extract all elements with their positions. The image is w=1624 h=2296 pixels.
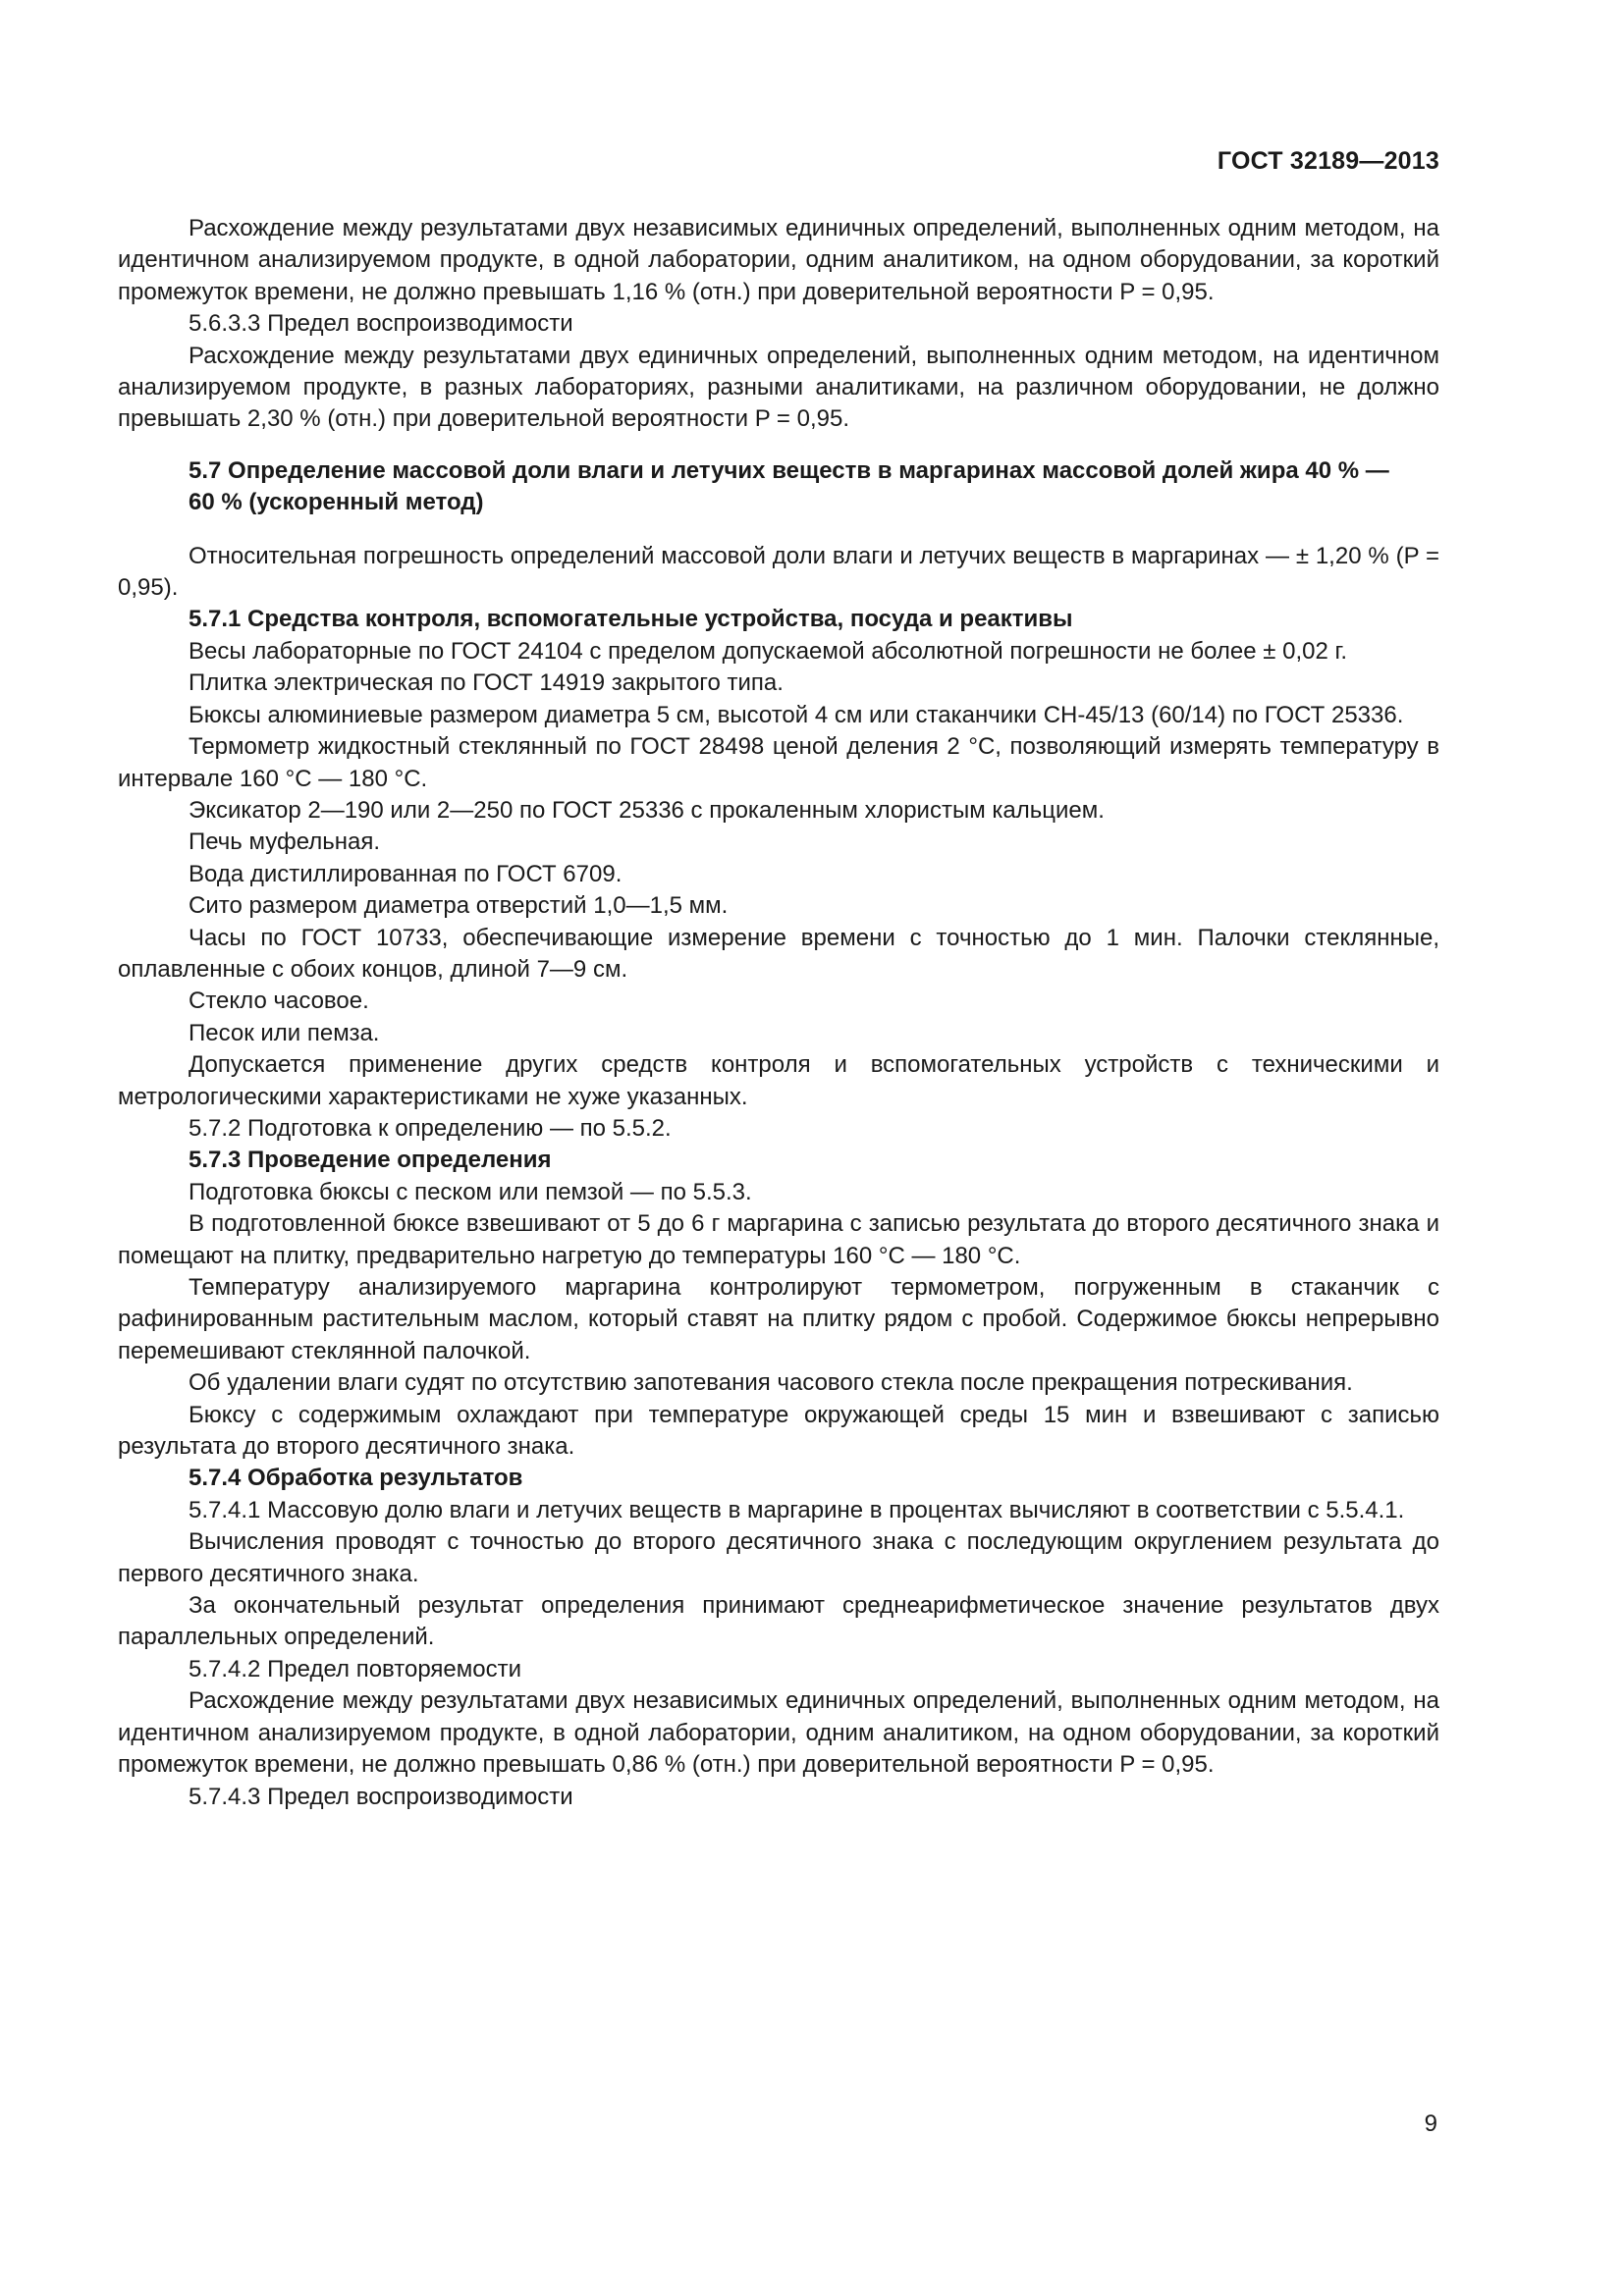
- paragraph: Стекло часовое.: [189, 988, 369, 1015]
- page-header: ГОСТ 32189—2013: [1217, 147, 1439, 175]
- paragraph: 5.7.4.1 Массовую долю влаги и летучих веществ в маргарине в процентах вычисляют в соответствии с 5.5.4.1.: [189, 1496, 1405, 1523]
- paragraph: Термометр жидкостный стеклянный по ГОСТ 28498 ценой деления 2 °С, позволяющий измерять температуру в интервале 160 °С — 180 °С.: [118, 733, 1439, 792]
- paragraph: 5.6.3.3 Предел воспроизводимости: [189, 310, 573, 338]
- section-heading: 5.7 Определение массовой доли влаги и летучих веществ в маргаринах массовой долей жира 40 % — 60 % (ускоренный метод): [189, 456, 1389, 516]
- paragraph: Расхождение между результатами двух независимых единичных определений, выполненных одним методом, на идентичном анализируемом продукте, в одной лаборатории, одним аналитиком, на одном оборудовании, за короткий промежуток времени, не должно превышать 1,16 % (отн.) при доверительной вероятности P = 0,95.: [118, 215, 1439, 305]
- paragraph: Относительная погрешность определений массовой доли влаги и летучих веществ в маргаринах — ± 1,20 % (P = 0,95).: [118, 542, 1439, 602]
- paragraph: Подготовка бюксы с песком или пемзой — по 5.5.3.: [189, 1178, 752, 1205]
- paragraph: Расхождение между результатами двух независимых единичных определений, выполненных одним методом, на идентичном анализируемом продукте, в одной лаборатории, одним аналитиком, на одном оборудовании, за короткий промежуток времени, не должно превышать 0,86 % (отн.) при доверительной вероятности P = 0,95.: [118, 1687, 1439, 1779]
- subsection-heading: 5.7.4 Обработка результатов: [189, 1465, 523, 1492]
- paragraph: 5.7.2 Подготовка к определению — по 5.5.2.: [189, 1114, 672, 1142]
- paragraph: Весы лабораторные по ГОСТ 24104 с пределом допускаемой абсолютной погрешности не более ± 0,02 г.: [189, 637, 1348, 665]
- subsection-heading: 5.7.3 Проведение определения: [189, 1147, 552, 1174]
- paragraph: 5.7.4.3 Предел воспроизводимости: [189, 1783, 573, 1810]
- paragraph: Бюксы алюминиевые размером диаметра 5 см, высотой 4 см или стаканчики СН-45/13 (60/14) по ГОСТ 25336.: [189, 701, 1404, 728]
- paragraph: Плитка электрическая по ГОСТ 14919 закрытого типа.: [189, 669, 784, 697]
- paragraph: Часы по ГОСТ 10733, обеспечивающие измерение времени с точностью до 1 мин. Палочки стеклянные, оплавленные с обоих концов, длиной 7—9 см.: [118, 924, 1439, 983]
- paragraph: Песок или пемза.: [189, 1019, 380, 1046]
- paragraph: За окончательный результат определения принимают среднеарифметическое значение результатов двух параллельных определений.: [118, 1592, 1439, 1651]
- page-number: 9: [1424, 2110, 1437, 2137]
- document-body: [118, 213, 1439, 1813]
- paragraph: Эксикатор 2—190 или 2—250 по ГОСТ 25336 с прокаленным хлористым кальцием.: [189, 796, 1105, 824]
- paragraph: Температуру анализируемого маргарина контролируют термометром, погруженным в стаканчик с рафинированным растительным маслом, который ставят на плитку рядом с пробой. Содержимое бюксы непрерывно перемешивают стеклянной палочкой.: [118, 1274, 1439, 1364]
- paragraph: 5.7.4.2 Предел повторяемости: [189, 1655, 522, 1682]
- paragraph: В подготовленной бюксе взвешивают от 5 до 6 г маргарина с записью результата до второго десятичного знака и помещают на плитку, предварительно нагретую до температуры 160 °С — 180 °С.: [118, 1210, 1439, 1269]
- paragraph: Вода дистиллированная по ГОСТ 6709.: [189, 860, 623, 887]
- paragraph: Допускается применение других средств контроля и вспомогательных устройств с техническими и метрологическими характеристиками не хуже указанных.: [118, 1051, 1439, 1110]
- paragraph: Вычисления проводят с точностью до второго десятичного знака с последующим округлением результата до первого десятичного знака.: [118, 1528, 1439, 1587]
- paragraph: Расхождение между результатами двух единичных определений, выполненных одним методом, на идентичном анализируемом продукте, в разных лабораториях, разными аналитиками, на различном оборудовании, не должно превышать 2,30 % (отн.) при доверительной вероятности P = 0,95.: [118, 342, 1439, 433]
- paragraph: Печь муфельная.: [189, 828, 381, 856]
- paragraph: Сито размером диаметра отверстий 1,0—1,5 мм.: [189, 892, 729, 920]
- paragraph: Об удалении влаги судят по отсутствию запотевания часового стекла после прекращения потрескивания.: [189, 1369, 1353, 1397]
- paragraph: Бюксу с содержимым охлаждают при температуре окружающей среды 15 мин и взвешивают с записью результата до второго десятичного знака.: [118, 1401, 1439, 1461]
- subsection-heading: 5.7.1 Средства контроля, вспомогательные устройства, посуда и реактивы: [189, 606, 1073, 633]
